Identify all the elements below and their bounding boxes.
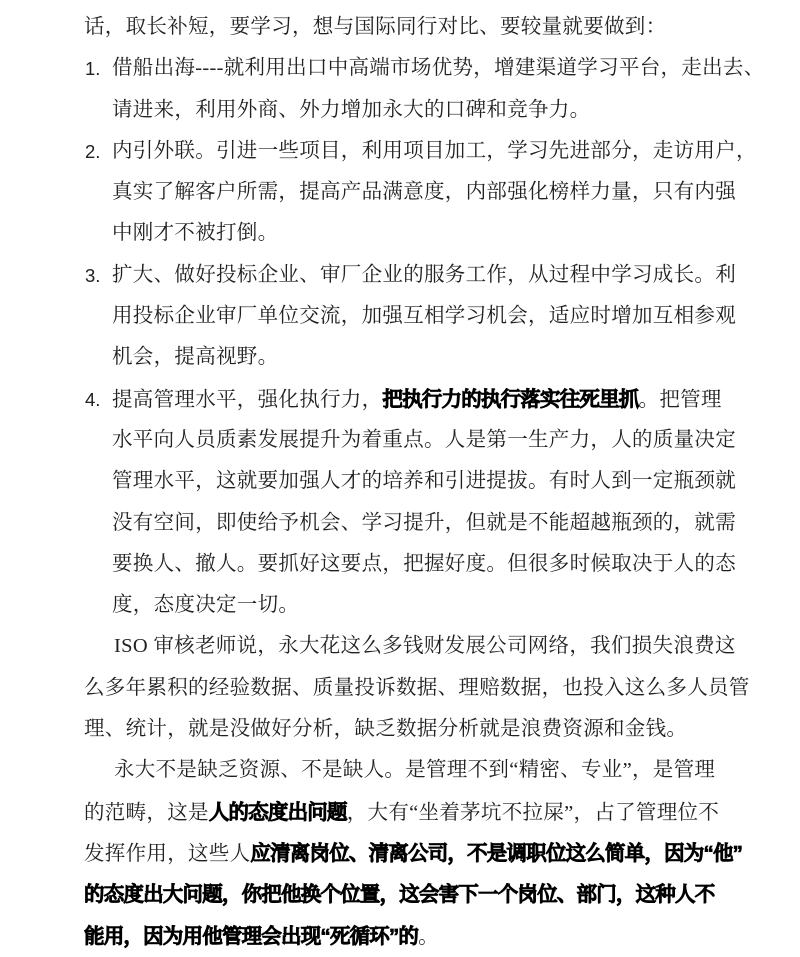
list-item xyxy=(84,131,757,255)
emphasis-text: 把执行力的执行落实往死里抓 xyxy=(382,387,639,411)
body-text: 永大不是缺乏资源、不是缺人。是管理不到“精密、专业”，是管理 xyxy=(114,759,716,782)
body-text: 要换人、撤人。要抓好这要点，把握好度。但很多时候取决于人的态 xyxy=(112,552,736,575)
body-text: 发挥作用，这些人 xyxy=(84,842,251,865)
text-line xyxy=(112,461,736,502)
body-text: 度，态度决定一切。 xyxy=(112,594,300,617)
list-number: 1. xyxy=(85,58,101,80)
body-text: 请进来，利用外商、外力增加永大的口碑和竞争力。 xyxy=(112,98,591,121)
text-line xyxy=(112,503,736,544)
text-line xyxy=(85,48,765,89)
text-line xyxy=(84,7,724,48)
text-line xyxy=(84,750,724,791)
body-text: 没有空间，即使给予机会、学习提升，但就是不能超越瓶颈的，就需 xyxy=(112,511,736,534)
emphasis-text: 应清离岗位、清离公司，不是调职位这么简单，因为“他” xyxy=(250,841,743,865)
list-number: 2. xyxy=(85,140,101,162)
body-text: ISO 审核老师说，永大花这么多钱财发展公司网络，我们损失浪费这 xyxy=(114,635,736,658)
text-line xyxy=(112,296,736,337)
text-line xyxy=(112,420,736,461)
text-line xyxy=(84,668,750,709)
body-text: 话，取长补短，要学习，想与国际同行对比、要较量就要做到： xyxy=(84,16,667,38)
paragraph xyxy=(84,626,750,750)
body-text: 中刚才不被打倒。 xyxy=(112,222,279,245)
body-text: ，大有“坐着茅坑不拉屎”，占了管理位不 xyxy=(346,801,720,824)
text-line xyxy=(84,626,736,667)
list-item xyxy=(84,379,736,627)
body-text: 管理水平，这就要加强人才的培养和引进提拔。有时人到一定瓶颈就 xyxy=(112,470,736,493)
text-line xyxy=(84,916,724,957)
body-text: 借船出海----就利用出口中高端市场优势，增建渠道学习平台，走出去、 xyxy=(112,57,765,80)
body-text: 内引外联。引进一些项目，利用项目加工，学习先进部分，走访用户， xyxy=(112,139,757,162)
text-line xyxy=(85,255,736,296)
text-line xyxy=(112,544,736,585)
body-text: 。 xyxy=(418,925,439,948)
paragraph xyxy=(84,7,724,48)
emphasis-text: 的态度出大问题，你把他换个位置，这会害下一个岗位、部门，这种人不 xyxy=(84,883,715,907)
text-line xyxy=(84,792,724,833)
text-line xyxy=(84,874,724,915)
body-text: 用投标企业审厂单位交流，加强互相学习机会，适应时增加互相参观 xyxy=(112,305,736,328)
list-number: 4. xyxy=(85,388,101,410)
list-item xyxy=(84,48,765,131)
body-text: 提高管理水平，强化执行力， xyxy=(112,388,383,411)
list-item xyxy=(84,255,736,379)
body-text: 理、统计，就是没做好分析，缺乏数据分析就是浪费资源和金钱。 xyxy=(84,718,688,741)
text-line xyxy=(84,833,743,874)
list-number: 3. xyxy=(85,264,101,286)
text-line xyxy=(85,379,724,420)
body-text: 的范畴，这是 xyxy=(84,801,209,824)
body-text: 。把管理 xyxy=(638,388,722,411)
body-text: 扩大、做好投标企业、审厂企业的服务工作，从过程中学习成长。利 xyxy=(112,263,736,286)
emphasis-text: 能用，因为用他管理会出现“死循环”的 xyxy=(84,924,419,948)
text-line xyxy=(84,709,724,750)
document-body xyxy=(84,7,765,957)
text-line xyxy=(112,585,724,626)
body-text: 水平向人员质素发展提升为着重点。人是第一生产力，人的质量决定 xyxy=(112,428,736,451)
paragraph xyxy=(84,750,743,956)
emphasis-text: 人的态度出问题 xyxy=(208,800,347,824)
body-text: 真实了解客户所需，提高产品满意度，内部强化榜样力量，只有内强 xyxy=(112,181,736,204)
text-line xyxy=(112,213,724,254)
text-line xyxy=(112,337,724,378)
text-line xyxy=(112,90,724,131)
text-line xyxy=(112,172,736,213)
body-text: 机会，提高视野。 xyxy=(112,346,279,369)
body-text: 么多年累积的经验数据、质量投诉数据、理赔数据，也投入这么多人员管 xyxy=(84,676,750,699)
text-line xyxy=(85,131,757,172)
